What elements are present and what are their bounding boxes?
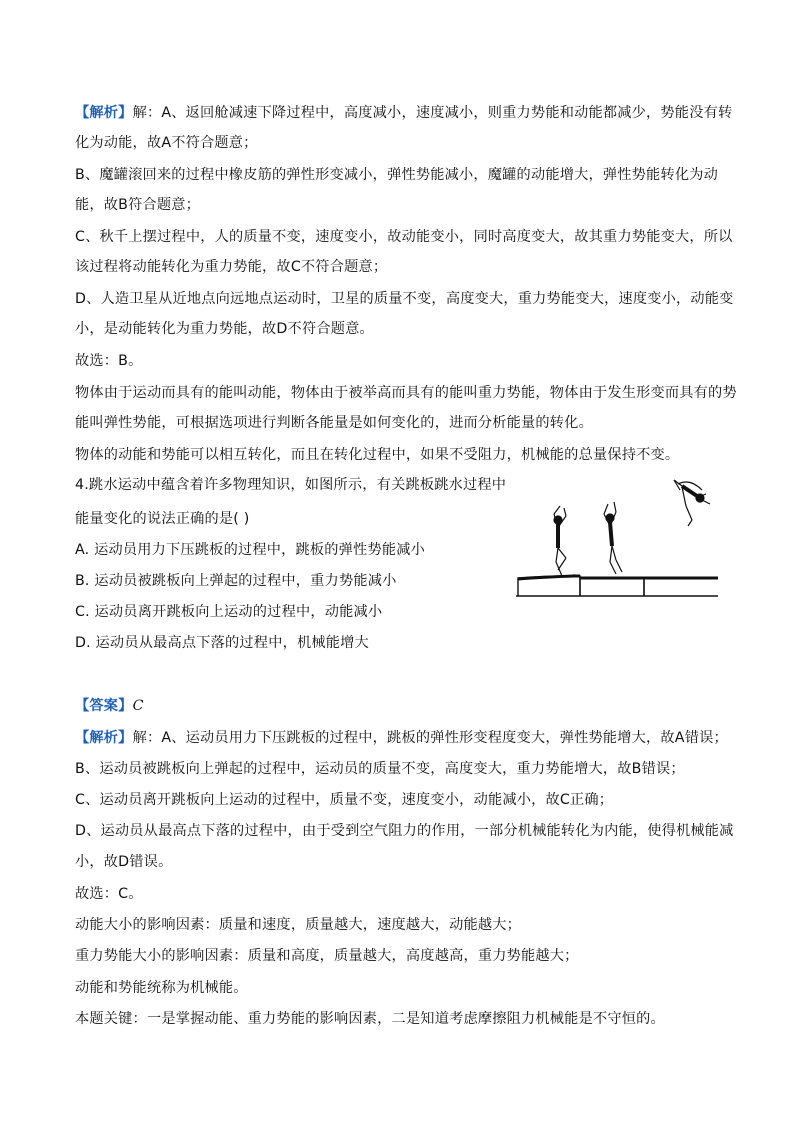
diver-3 — [674, 480, 710, 526]
option-c: C. 运动员离开跳板向上运动的过程中，动能减小 — [75, 604, 383, 620]
option-d: D. 运动员从最高点下落的过程中，机械能增大 — [75, 635, 369, 651]
note-line-2: 能叫弹性势能，可根据选项进行判断各能量是如何变化的，进而分析能量的转化。 — [75, 415, 593, 431]
answer-tag: 【答案】 — [75, 698, 133, 714]
diver-2 — [604, 502, 622, 574]
analysis2-line-1: 【解析】解：A、运动员用力下压跳板的过程中，跳板的弹性形变程度变大，弹性势能增大，故A错误； — [75, 730, 728, 746]
analysis-line-8: 小，是动能转化为重力势能，故D不符合题意。 — [75, 321, 374, 337]
question-stem-2: 能量变化的说法正确的是( ) — [75, 511, 250, 527]
note2-line-3: 动能和势能统称为机械能。 — [75, 980, 248, 996]
diving-figure — [514, 476, 720, 600]
analysis2-line-4: D、运动员从最高点下落的过程中，由于受到空气阻力的作用，一部分机械能转化为内能，使得机械能减 — [75, 823, 734, 839]
question-stem-1: 4.跳水运动中蕴含着许多物理知识，如图所示，有关跳板跳水过程中 — [75, 477, 507, 493]
analysis-line-2: 化为动能，故A不符合题意； — [75, 135, 258, 151]
analysis-line-7: D、人造卫星从近地点向远地点运动时，卫星的质量不变，高度变大，重力势能变大，速度变小，动能变 — [75, 291, 734, 307]
analysis-line-4: 能，故B符合题意； — [75, 197, 201, 213]
analysis2-line-2: B、运动员被跳板向上弹起的过程中，运动员的质量不变，高度变大，重力势能增大，故B错误； — [75, 761, 685, 777]
analysis-line-5: C、秋千上摆过程中，人的质量不变，速度变小，故动能变小，同时高度变大，故其重力势能变大，所以 — [75, 229, 733, 245]
choice-line: 故选：B。 — [75, 353, 143, 369]
analysis-line-1: 【解析】解：A、返回舱减速下降过程中，高度减小，速度减小，则重力势能和动能都减少，势能没有转 — [75, 105, 733, 121]
choice2-line: 故选：C。 — [75, 886, 143, 902]
analysis2-tag: 【解析】 — [75, 730, 133, 746]
analysis2-line-5: 小，故D错误。 — [75, 854, 173, 870]
answer-value: C — [132, 698, 144, 714]
diving-illustration — [514, 476, 720, 600]
note2-line-1: 动能大小的影响因素：质量和速度，质量越大，速度越大，动能越大； — [75, 917, 522, 933]
option-a: A. 运动员用力下压跳板的过程中，跳板的弹性势能减小 — [75, 542, 425, 558]
answer-line — [75, 697, 144, 715]
analysis-line-6: 该过程将动能转化为重力势能，故C不符合题意； — [75, 259, 388, 275]
diver-1 — [554, 506, 566, 576]
option-b: B. 运动员被跳板向上弹起的过程中，重力势能减小 — [75, 573, 397, 589]
note2-line-4: 本题关键：一是掌握动能、重力势能的影响因素，二是知道考虑摩擦阻力机械能是不守恒的。 — [75, 1011, 665, 1027]
note2-line-2: 重力势能大小的影响因素：质量和高度，质量越大，高度越高，重力势能越大； — [75, 948, 579, 964]
analysis-line-3: B、魔罐滚回来的过程中橡皮筋的弹性形变减小，弹性势能减小，魔罐的动能增大，弹性势能转化为动 — [75, 167, 718, 183]
note-line-1: 物体由于运动而具有的能叫动能，物体由于被举高而具有的能叫重力势能，物体由于发生形变而具有的势 — [75, 385, 737, 401]
analysis-tag: 【解析】 — [75, 105, 133, 121]
analysis2-line-3: C、运动员离开跳板向上运动的过程中，质量不变，速度变小，动能减小，故C正确； — [75, 792, 614, 808]
note-line-3: 物体的动能和势能可以相互转化，而且在转化过程中，如果不受阻力，机械能的总量保持不变。 — [75, 447, 680, 463]
